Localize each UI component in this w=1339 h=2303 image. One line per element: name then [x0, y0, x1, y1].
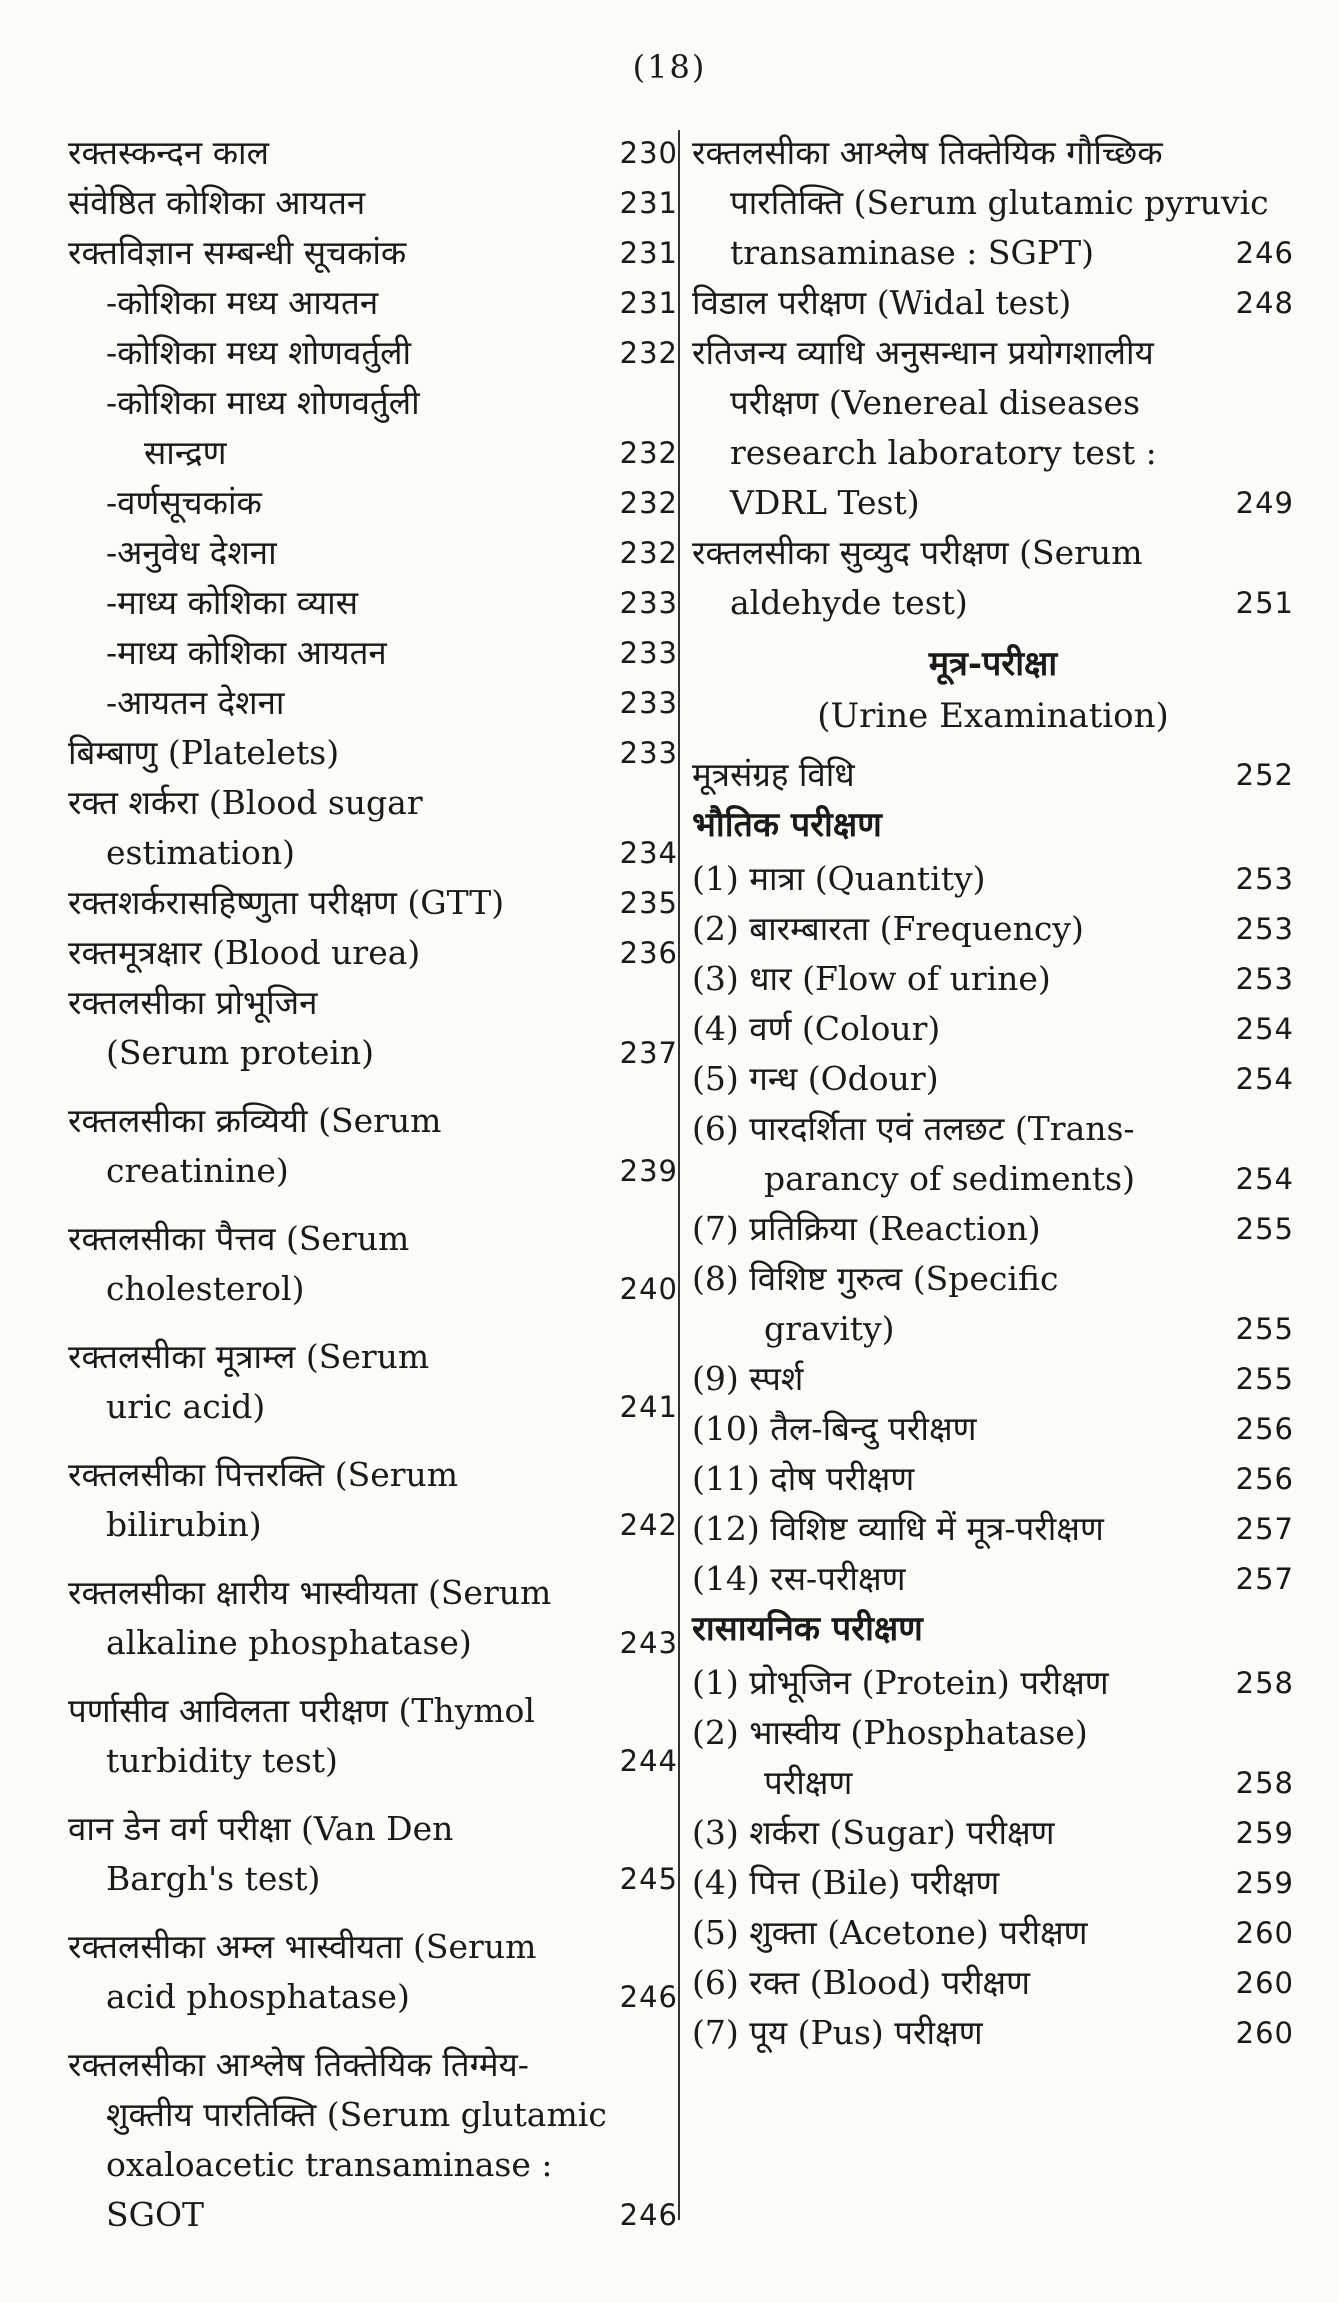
toc-entry — [68, 578, 678, 628]
urine-heading: मूत्र-परीक्षा — [928, 644, 1058, 684]
entry-text: parancy of sediments) — [764, 1159, 1135, 1198]
entry-text: uric acid) — [106, 1387, 266, 1426]
entry-text: रक्तलसीका मूत्राम्ल (Serum — [68, 1337, 430, 1376]
entry-text: (14) रस-परीक्षण — [692, 1559, 906, 1598]
toc-entry — [692, 1708, 1294, 1808]
toc-entry — [68, 278, 678, 328]
urine-subheading: (Urine Examination) — [817, 696, 1169, 736]
entry-text: (3) धार (Flow of urine) — [692, 959, 1051, 998]
page-ref: 231 — [619, 286, 678, 320]
toc-entry — [68, 328, 678, 378]
page-ref: 254 — [1235, 1162, 1294, 1196]
page-ref: 233 — [619, 686, 678, 720]
entry-text: SGOT — [106, 2195, 205, 2234]
page-ref: 246 — [1235, 236, 1294, 270]
entry-text: (7) प्रतिक्रिया (Reaction) — [692, 1209, 1041, 1248]
entry-text: रक्तलसीका प्रोभूजिन — [68, 983, 318, 1022]
entry-text: रक्तलसीका आश्लेष तिक्तेयिक गौच्छिक — [692, 133, 1163, 172]
page-ref: 232 — [619, 336, 678, 370]
entry-text: (6) रक्त (Blood) परीक्षण — [692, 1963, 1030, 2002]
entry-text: (11) दोष परीक्षण — [692, 1459, 915, 1498]
toc-entry — [692, 1104, 1294, 1204]
toc-entry — [692, 1354, 1294, 1404]
page-ref: 244 — [619, 1744, 678, 1778]
entry-text: -माध्य कोशिका व्यास — [106, 583, 359, 622]
entry-text: (3) शर्करा (Sugar) परीक्षण — [692, 1813, 1055, 1852]
entry-text: -कोशिका माध्य शोणवर्तुली — [106, 383, 420, 422]
entry-text: (10) तैल-बिन्दु परीक्षण — [692, 1409, 977, 1448]
page-ref: 232 — [619, 486, 678, 520]
chemical-heading: रासायनिक परीक्षण — [692, 1609, 923, 1649]
page-ref: 239 — [619, 1154, 678, 1188]
toc-entry — [68, 778, 678, 878]
toc-entry — [692, 1204, 1294, 1254]
entry-text: (6) पारदर्शिता एवं तलछट (Trans- — [692, 1109, 1135, 1148]
entry-text: (5) शुक्ता (Acetone) परीक्षण — [692, 1913, 1088, 1952]
entry-text: पारतिक्ति (Serum glutamic pyruvic — [730, 183, 1269, 222]
page-ref: 234 — [619, 836, 678, 870]
page-ref: 251 — [1235, 586, 1294, 620]
page-ref: 249 — [1235, 486, 1294, 520]
page-ref: 240 — [619, 1272, 678, 1306]
entry-text: -माध्य कोशिका आयतन — [106, 633, 387, 672]
toc-entry — [68, 728, 678, 778]
entry-text: संवेष्ठित कोशिका आयतन — [68, 183, 366, 222]
right-column — [692, 128, 1294, 2058]
toc-entry — [692, 2008, 1294, 2058]
right-entries — [692, 128, 1294, 628]
page-ref: 260 — [1235, 1966, 1294, 2000]
page-ref: 243 — [619, 1626, 678, 1660]
page-ref: 254 — [1235, 1062, 1294, 1096]
toc-entry — [68, 128, 678, 178]
page-ref: 255 — [1235, 1212, 1294, 1246]
toc-entry — [692, 328, 1294, 528]
toc-entry — [68, 528, 678, 578]
toc-entry — [692, 1808, 1294, 1858]
entry-text: aldehyde test) — [730, 583, 968, 622]
toc-entry — [692, 278, 1294, 328]
entry-text: मूत्रसंग्रह विधि — [692, 755, 855, 794]
entry-text: oxaloacetic transaminase : — [106, 2145, 553, 2184]
toc-entry — [68, 478, 678, 528]
entry-text: (5) गन्ध (Odour) — [692, 1059, 939, 1098]
entry-text: रतिजन्य व्याधि अनुसन्धान प्रयोगशालीय — [692, 333, 1154, 372]
entry-text: रक्तलसीका पित्तरक्ति (Serum — [68, 1455, 459, 1494]
entry-text: रक्तमूत्रक्षार (Blood urea) — [68, 933, 421, 972]
toc-entry — [68, 878, 678, 928]
page-ref: 252 — [1235, 758, 1294, 792]
entry-text: acid phosphatase) — [106, 1977, 410, 2016]
entry-text: पर्णासीव आविलता परीक्षण (Thymol — [68, 1691, 535, 1730]
entry-text: estimation) — [106, 833, 296, 872]
page-ref: 231 — [619, 186, 678, 220]
entry-text: -आयतन देशना — [106, 683, 285, 722]
toc-entry — [68, 1804, 678, 1904]
entry-text: -कोशिका मध्य शोणवर्तुली — [106, 333, 412, 372]
page-ref: 253 — [1235, 862, 1294, 896]
page-ref: 232 — [619, 436, 678, 470]
page-ref: 260 — [1235, 2016, 1294, 2050]
toc-entry — [692, 954, 1294, 1004]
entry-text: -कोशिका मध्य आयतन — [106, 283, 379, 322]
page-ref: 259 — [1235, 1866, 1294, 1900]
page-ref: 232 — [619, 536, 678, 570]
toc-entry — [692, 128, 1294, 278]
toc-entry — [692, 1858, 1294, 1908]
page-ref: 257 — [1235, 1562, 1294, 1596]
toc-entry — [692, 904, 1294, 954]
entry-text: (4) पित्त (Bile) परीक्षण — [692, 1863, 1000, 1902]
page-ref: 241 — [619, 1390, 678, 1424]
entry-text: रक्तलसीका अम्ल भास्वीयता (Serum — [68, 1927, 537, 1966]
entry-text: (12) विशिष्ट व्याधि में मूत्र-परीक्षण — [692, 1509, 1104, 1548]
page-number: (18) — [632, 48, 707, 86]
toc-entry — [692, 1958, 1294, 2008]
page-ref: 256 — [1235, 1412, 1294, 1446]
toc-entry — [68, 178, 678, 228]
entry-text: वान डेन वर्ग परीक्षा (Van Den — [68, 1809, 454, 1848]
entry-text: रक्तलसीका सुव्युद परीक्षण (Serum — [692, 533, 1143, 572]
entry-text: (2) बारम्बारता (Frequency) — [692, 909, 1084, 948]
page-ref: 233 — [619, 736, 678, 770]
page-ref: 246 — [619, 1980, 678, 2014]
entry-text: सान्द्रण — [144, 433, 227, 472]
page-ref: 230 — [619, 136, 678, 170]
toc-entry — [692, 750, 1294, 800]
entry-text: (Serum protein) — [106, 1033, 375, 1072]
entry-text: (2) भास्वीय (Phosphatase) — [692, 1713, 1088, 1752]
toc-entry — [692, 1908, 1294, 1958]
entry-text: alkaline phosphatase) — [106, 1623, 472, 1662]
entry-text: Bargh's test) — [106, 1859, 321, 1898]
page-ref: 231 — [619, 236, 678, 270]
toc-entry — [692, 1454, 1294, 1504]
entry-text: शुक्तीय पारतिक्ति (Serum glutamic — [106, 2095, 607, 2134]
entry-text: विडाल परीक्षण (Widal test) — [692, 283, 1072, 322]
entry-text: रक्तलसीका आश्लेष तिक्तेयिक तिग्मेय- — [68, 2045, 529, 2084]
column-divider — [678, 130, 680, 2220]
toc-entry — [692, 1404, 1294, 1454]
toc-entry — [692, 528, 1294, 628]
page-ref: 233 — [619, 636, 678, 670]
toc-entry — [68, 1686, 678, 1786]
page-ref: 246 — [619, 2198, 678, 2232]
toc-entry — [692, 1004, 1294, 1054]
page-ref: 260 — [1235, 1916, 1294, 1950]
toc-entry — [68, 1450, 678, 1550]
page-ref: 245 — [619, 1862, 678, 1896]
toc-entry — [692, 1254, 1294, 1354]
entry-text: बिम्बाणु (Platelets) — [68, 733, 340, 772]
physical-heading: भौतिक परीक्षण — [692, 805, 882, 845]
entry-text: परीक्षण (Venereal diseases — [730, 383, 1141, 422]
entry-text: -वर्णसूचकांक — [106, 483, 262, 522]
entry-text: रक्तविज्ञान सम्बन्धी सूचकांक — [68, 233, 407, 272]
entry-text: रक्तलसीका क्रव्यियी (Serum — [68, 1101, 442, 1140]
entry-text: (8) विशिष्ट गुरुत्व (Specific — [692, 1259, 1059, 1298]
page-ref: 248 — [1235, 286, 1294, 320]
entry-text: (1) प्रोभूजिन (Protein) परीक्षण — [692, 1663, 1109, 1702]
page-ref: 256 — [1235, 1462, 1294, 1496]
page-ref: 258 — [1235, 1766, 1294, 1800]
entry-text: research laboratory test : — [730, 433, 1157, 472]
entry-text: (9) स्पर्श — [692, 1359, 804, 1398]
entry-text: रक्तस्कन्दन काल — [68, 133, 269, 172]
entry-text: रक्त शर्करा (Blood sugar — [68, 783, 423, 822]
entry-text: bilirubin) — [106, 1505, 262, 1544]
entry-text: (4) वर्ण (Colour) — [692, 1009, 941, 1048]
toc-entry — [692, 1554, 1294, 1604]
toc-entry — [68, 1096, 678, 1196]
entry-text: (1) मात्रा (Quantity) — [692, 859, 986, 898]
toc-entry — [68, 928, 678, 978]
entry-text: रक्तलसीका क्षारीय भास्वीयता (Serum — [68, 1573, 552, 1612]
page-ref: 253 — [1235, 912, 1294, 946]
entry-text: रक्तलसीका पैत्तव (Serum — [68, 1219, 410, 1258]
page-ref: 237 — [619, 1036, 678, 1070]
page-ref: 242 — [619, 1508, 678, 1542]
entry-text: -अनुवेध देशना — [106, 533, 277, 572]
toc-entry — [68, 378, 678, 478]
page-ref: 233 — [619, 586, 678, 620]
entry-text: cholesterol) — [106, 1269, 305, 1308]
entry-text: transaminase : SGPT) — [730, 233, 1094, 272]
toc-entry — [692, 854, 1294, 904]
left-column — [68, 128, 678, 2240]
page-ref: 258 — [1235, 1666, 1294, 1700]
urine-collection-entry — [692, 750, 1294, 800]
toc-entry — [68, 228, 678, 278]
toc-entry — [68, 1922, 678, 2022]
entry-text: VDRL Test) — [730, 483, 920, 522]
page-ref: 236 — [619, 936, 678, 970]
page-ref: 255 — [1235, 1362, 1294, 1396]
toc-entry — [692, 1658, 1294, 1708]
toc-entry — [68, 678, 678, 728]
page-ref: 259 — [1235, 1816, 1294, 1850]
page-ref: 254 — [1235, 1012, 1294, 1046]
toc-entry — [692, 1054, 1294, 1104]
entry-text: (7) पूय (Pus) परीक्षण — [692, 2013, 983, 2052]
page-ref: 235 — [619, 886, 678, 920]
toc-entry — [692, 1504, 1294, 1554]
page-ref: 255 — [1235, 1312, 1294, 1346]
entry-text: gravity) — [764, 1309, 895, 1348]
entry-text: turbidity test) — [106, 1741, 338, 1780]
entry-text: creatinine) — [106, 1151, 289, 1190]
toc-entry — [68, 1568, 678, 1668]
toc-entry — [68, 2040, 678, 2240]
toc-entry — [68, 628, 678, 678]
toc-entry — [68, 1214, 678, 1314]
physical-items — [692, 854, 1294, 1604]
entry-text: परीक्षण — [764, 1763, 853, 1802]
toc-entry — [68, 978, 678, 1078]
entry-text: रक्तशर्करासहिष्णुता परीक्षण (GTT) — [68, 883, 505, 922]
page-ref: 253 — [1235, 962, 1294, 996]
page-ref: 257 — [1235, 1512, 1294, 1546]
toc-entry — [68, 1332, 678, 1432]
chemical-items — [692, 1658, 1294, 2058]
